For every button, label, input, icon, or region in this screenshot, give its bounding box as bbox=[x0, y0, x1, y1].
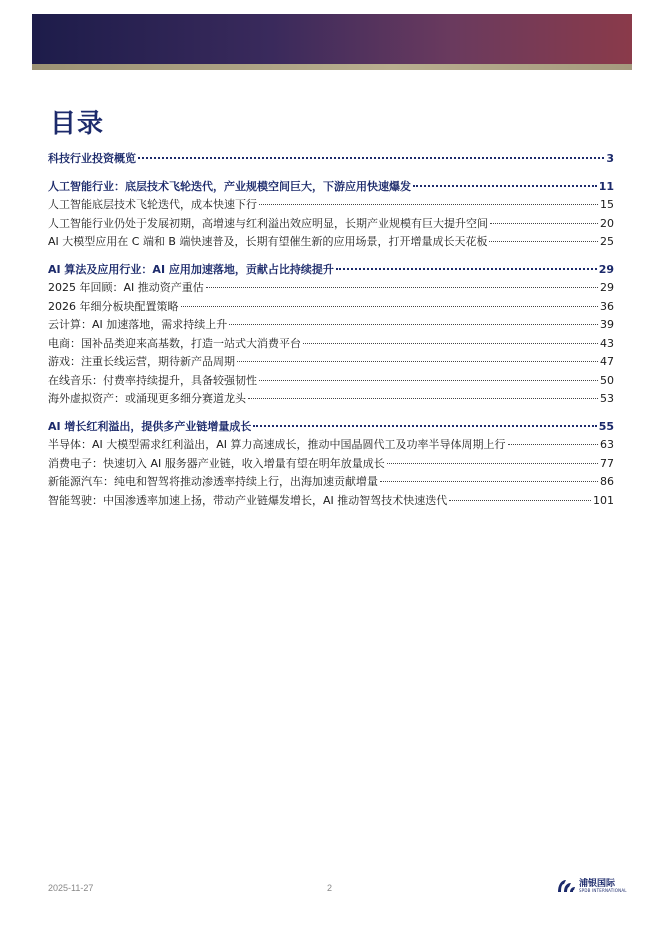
toc-entry-page: 20 bbox=[600, 216, 614, 230]
toc-entry[interactable] bbox=[48, 473, 614, 492]
toc-entry-label: AI 算法及应用行业：AI 应用加速落地，贡献占比持续提升 bbox=[48, 262, 334, 276]
toc-entry-label: AI 大模型应用在 C 端和 B 端快速普及，长期有望催生新的应用场景，打开增量成长天花板 bbox=[48, 235, 488, 248]
toc-entry-label: 海外虚拟资产：或涌现更多细分赛道龙头 bbox=[48, 392, 246, 405]
toc-entry-label: AI 增长红利溢出，提供多产业链增量成长 bbox=[48, 419, 252, 433]
toc-entry[interactable] bbox=[48, 279, 614, 298]
toc-entry-label: 人工智能底层技术飞轮迭代，成本快速下行 bbox=[48, 198, 257, 211]
toc-entry[interactable] bbox=[48, 196, 614, 215]
toc-entry[interactable] bbox=[48, 353, 614, 372]
toc-entry-page: 15 bbox=[600, 198, 614, 211]
toc-entry-label: 云计算：AI 加速落地，需求持续上升 bbox=[48, 318, 228, 331]
toc-entry-page: 3 bbox=[606, 152, 614, 165]
toc-section-heading[interactable] bbox=[48, 418, 614, 437]
toc-entry-label: 人工智能行业：底层技术飞轮迭代，产业规模空间巨大，下游应用快速爆发 bbox=[48, 179, 411, 193]
toc-entry-page: 101 bbox=[593, 493, 614, 507]
toc-dot-leader bbox=[206, 287, 598, 288]
toc-entry-label: 消费电子：快速切入 AI 服务器产业链，收入增量有望在明年放量成长 bbox=[48, 456, 385, 470]
toc-entry-label: 2026 年细分板块配置策略 bbox=[48, 299, 179, 313]
table-of-contents bbox=[48, 150, 614, 510]
toc-entry-page: 77 bbox=[600, 456, 614, 470]
company-logo bbox=[556, 878, 627, 894]
toc-dot-leader bbox=[259, 204, 598, 205]
toc-entry-label: 智能驾驶：中国渗透率加速上扬，带动产业链爆发增长，AI 推动智驾技术快速迭代 bbox=[48, 493, 448, 507]
toc-entry[interactable] bbox=[48, 335, 614, 354]
toc-dot-leader bbox=[253, 425, 596, 427]
logo-english-name: SPDB INTERNATIONAL bbox=[579, 887, 627, 893]
toc-dot-leader bbox=[248, 398, 598, 399]
toc-entry-page: 29 bbox=[600, 281, 614, 294]
toc-dot-leader bbox=[181, 306, 599, 307]
logo-chinese-name: 浦银国际 bbox=[579, 878, 616, 889]
toc-section-gap bbox=[48, 252, 614, 261]
toc-entry-page: 86 bbox=[600, 475, 614, 488]
toc-section-heading[interactable] bbox=[48, 150, 614, 169]
toc-entry-label: 半导体：AI 大模型需求红利溢出，AI 算力高速成长，推动中国晶圆代工及功率半导体周期上行 bbox=[48, 438, 506, 451]
toc-section-gap bbox=[48, 409, 614, 418]
toc-entry-page: 36 bbox=[600, 299, 614, 313]
toc-dot-leader bbox=[449, 500, 591, 501]
toc-dot-leader bbox=[508, 444, 598, 445]
toc-entry-page: 29 bbox=[598, 262, 614, 276]
toc-dot-leader bbox=[489, 241, 598, 242]
toc-entry-page: 25 bbox=[600, 235, 614, 248]
toc-entry[interactable] bbox=[48, 436, 614, 455]
toc-section-heading[interactable] bbox=[48, 178, 614, 197]
header-banner bbox=[32, 14, 632, 66]
toc-entry-label: 新能源汽车：纯电和智驾将推动渗透率持续上行，出海加速贡献增量 bbox=[48, 475, 378, 488]
toc-entry-page: 39 bbox=[600, 318, 614, 331]
toc-dot-leader bbox=[380, 481, 598, 482]
spdb-logo-icon bbox=[556, 878, 576, 894]
footer-page-number: 2 bbox=[327, 883, 333, 893]
toc-entry-label: 游戏：注重长线运营，期待新产品周期 bbox=[48, 355, 235, 368]
toc-entry[interactable] bbox=[48, 215, 614, 234]
toc-dot-leader bbox=[336, 268, 597, 270]
toc-entry[interactable] bbox=[48, 372, 614, 391]
toc-entry[interactable] bbox=[48, 233, 614, 252]
toc-entry[interactable] bbox=[48, 455, 614, 474]
toc-dot-leader bbox=[387, 463, 598, 464]
toc-entry-label: 在线音乐：付费率持续提升，具备较强韧性 bbox=[48, 373, 257, 387]
toc-dot-leader bbox=[490, 223, 598, 224]
toc-entry[interactable] bbox=[48, 298, 614, 317]
toc-entry[interactable] bbox=[48, 390, 614, 409]
toc-entry-page: 53 bbox=[600, 392, 614, 405]
footer-date: 2025-11-27 bbox=[48, 883, 94, 893]
toc-dot-leader bbox=[229, 324, 598, 325]
toc-entry-label: 电商：国补品类迎来高基数，打造一站式大消费平台 bbox=[48, 336, 301, 350]
toc-entry[interactable] bbox=[48, 316, 614, 335]
toc-dot-leader bbox=[413, 185, 597, 187]
header-banner-strip bbox=[32, 64, 632, 70]
toc-entry-page: 43 bbox=[600, 336, 614, 350]
toc-entry-label: 科技行业投资概览 bbox=[48, 152, 136, 165]
toc-entry[interactable] bbox=[48, 492, 614, 511]
toc-entry-page: 11 bbox=[598, 179, 614, 193]
toc-entry-page: 47 bbox=[600, 355, 614, 368]
toc-entry-page: 63 bbox=[600, 438, 614, 451]
page-title: 目录 bbox=[50, 109, 105, 139]
toc-entry-page: 50 bbox=[600, 373, 614, 387]
toc-section-heading[interactable] bbox=[48, 261, 614, 280]
toc-dot-leader bbox=[138, 157, 604, 159]
toc-entry-label: 人工智能行业仍处于发展初期，高增速与红利溢出效应明显，长期产业规模有巨大提升空间 bbox=[48, 216, 488, 230]
toc-dot-leader bbox=[237, 361, 598, 362]
toc-dot-leader bbox=[259, 380, 598, 381]
toc-section-gap bbox=[48, 169, 614, 178]
toc-entry-label: 2025 年回顾：AI 推动资产重估 bbox=[48, 281, 204, 294]
toc-dot-leader bbox=[303, 343, 598, 344]
toc-entry-page: 55 bbox=[598, 419, 614, 433]
